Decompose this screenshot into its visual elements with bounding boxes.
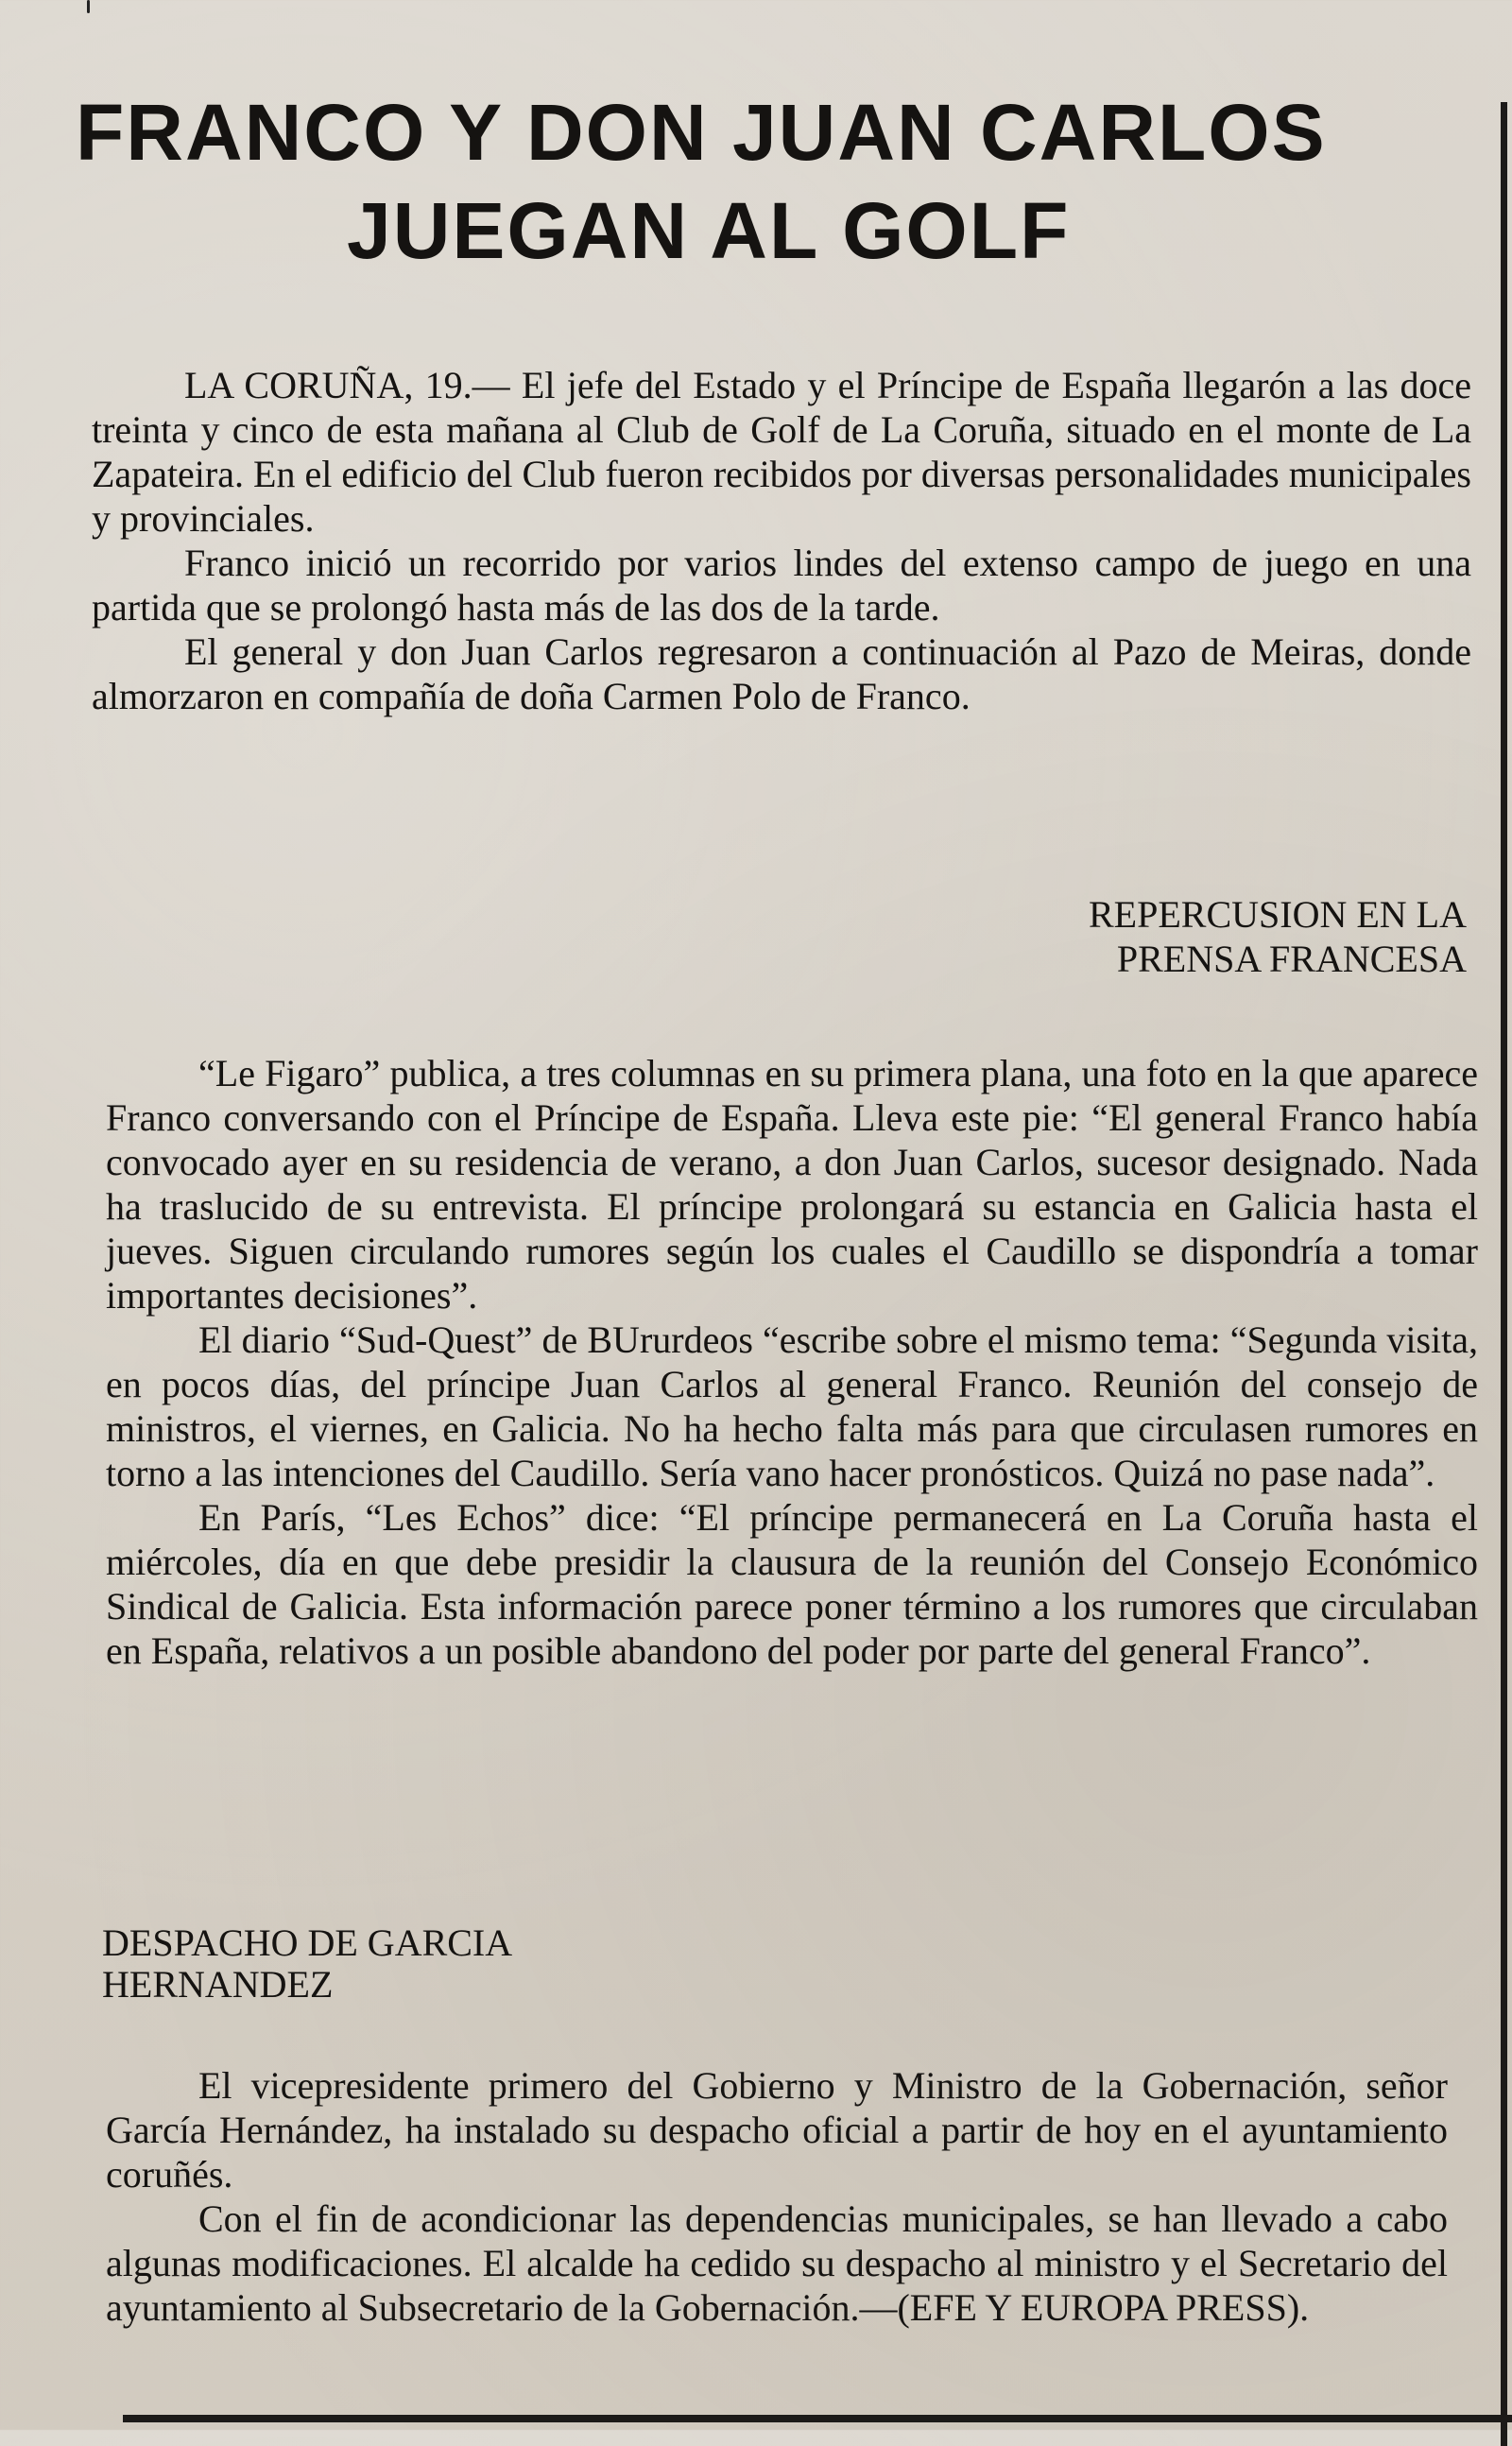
section-golf [92, 363, 1471, 718]
subheading-line-1: REPERCUSION EN LA [1088, 893, 1467, 936]
headline-line-2: JUEGAN AL GOLF [347, 186, 1071, 275]
paragraph: LA CORUÑA, 19.— El jefe del Estado y el Príncipe de España llegarón a las doce treinta y cinco de esta mañana al Club de Golf de La Coruña, situado en el monte de La Zapateira. En el edificio del Club fueron recibidos por diversas personalidades municipales y provinciales. [92, 364, 1471, 540]
paragraph: El general y don Juan Carlos regresaron a continuación al Pazo de Meiras, donde almorzaron en compañía de doña Carmen Polo de Franco. [92, 630, 1471, 717]
section-garcia-hernandez [106, 2063, 1448, 2330]
subheading-line-2: PRENSA FRANCESA [1116, 938, 1467, 980]
subheading-garcia-hernandez [102, 1922, 764, 2006]
paragraph: Franco inició un recorrido por varios lindes del extenso campo de juego en una partida que se prolongó hasta más de las dos de la tarde. [92, 542, 1471, 629]
column-rule [1501, 102, 1507, 2446]
bottom-rule [123, 2415, 1512, 2422]
headline [76, 83, 1436, 280]
headline-line-1: FRANCO Y DON JUAN CARLOS [76, 88, 1327, 177]
paragraph: Con el fin de acondicionar las dependencias municipales, se han llevado a cabo algunas modificaciones. El alcalde ha cedido su despacho al ministro y el Secretario del ayuntamiento al Subsecretario de la Gobernación.—(EFE Y EUROPA PRESS). [106, 2197, 1448, 2329]
subheading-line-1: DESPACHO DE GARCIA [102, 1921, 513, 1964]
paragraph: En París, “Les Echos” dice: “El príncipe permanecerá en La Coruña hasta el miércoles, día en que debe presidir la clausura de la reunión del Consejo Económico Sindical de Galicia. Esta información parece poner término a los rumores que circulaban en España, relativos a un posible abandono del poder por parte del general Franco”. [106, 1496, 1478, 1672]
paragraph: El vicepresidente primero del Gobierno y Ministro de la Gobernación, señor García Hernández, ha instalado su despacho oficial a partir de hoy en el ayuntamiento coruñés. [106, 2064, 1448, 2196]
subheading-french-press [937, 892, 1467, 981]
paragraph: El diario “Sud-Quest” de BUrurdeos “escribe sobre el mismo tema: “Segunda visita, en pocos días, del príncipe Juan Carlos al general Franco. Reunión del consejo de ministros, el viernes, en Galicia. No ha hecho falta más para que circulasen rumores en torno a las intenciones del Caudillo. Sería vano hacer pronósticos. Quizá no pase nada”. [106, 1318, 1478, 1494]
ink-mark [87, 0, 90, 13]
section-french-press [106, 1051, 1478, 1673]
paragraph: “Le Figaro” publica, a tres columnas en su primera plana, una foto en la que aparece Franco conversando con el Príncipe de España. Lleva este pie: “El general Franco había convocado ayer en su residencia de verano, a don Juan Carlos, sucesor designado. Nada ha traslucido de su entrevista. El príncipe prolongará su estancia en Galicia hasta el jueves. Siguen circulando rumores según los cuales el Caudillo se dispondría a tomar importantes decisiones”. [106, 1052, 1478, 1317]
subheading-line-2: HERNANDEZ [102, 1963, 334, 2006]
